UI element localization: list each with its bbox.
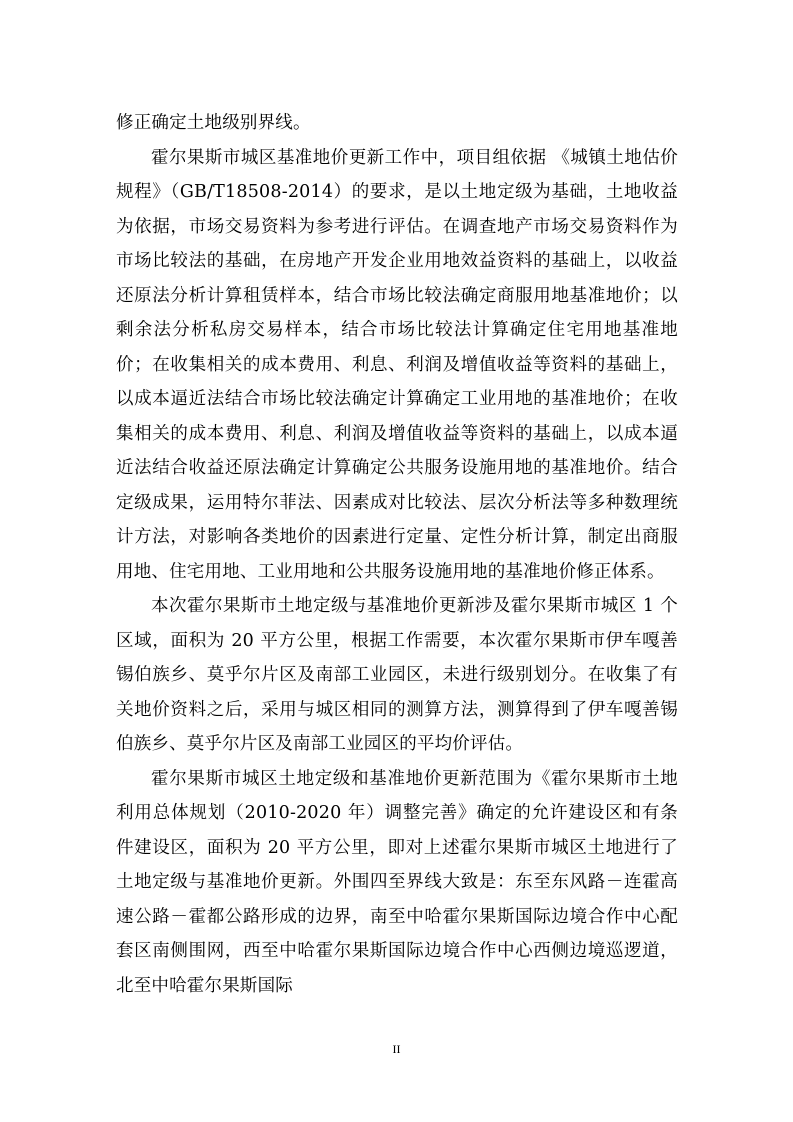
paragraph-boundary: 霍尔果斯市城区土地定级和基准地价更新范围为《霍尔果斯市土地利用总体规划（2010-2020 年）调整完善》确定的允许建设区和有条件建设区，面积为 20 平方公里，即对上述霍尔果斯市城区土地进行了土地定级与基准地价更新。外围四至界线大致是：东至东风路－连霍高速公路－霍都公路形成的边界，南至中哈霍尔果斯国际边境合作中心配套区南侧围网，西至中哈霍尔果斯国际边境合作中心西侧边境巡逻道，北至中哈霍尔果斯国际 [116,768,678,996]
body-text [116,106,678,1003]
paragraph-continuation: 修正确定土地级别界线。 [116,113,311,133]
paragraph-methodology: 霍尔果斯市城区基准地价更新工作中，项目组依据 《城镇土地估价规程》（GB/T18508-2014）的要求，是以土地定级为基础，土地收益为依据，市场交易资料为参考进行评估。在调查地产市场交易资料作为市场比较法的基础，在房地产开发企业用地效益资料的基础上，以收益还原法分析计算租赁样本，结合市场比较法确定商服用地基准地价；以剩余法分析私房交易样本，结合市场比较法计算确定住宅用地基准地价；在收集相关的成本费用、利息、利润及增值收益等资料的基础上，以成本逼近法结合市场比较法确定计算确定工业用地的基准地价；在收集相关的成本费用、利息、利润及增值收益等资料的基础上，以成本逼近法结合收益还原法确定计算确定公共服务设施用地的基准地价。结合定级成果，运用特尔菲法、因素成对比较法、层次分析法等多种数理统计方法，对影响各类地价的因素进行定量、定性分析计算，制定出商服用地、住宅用地、工业用地和公共服务设施用地的基准地价修正体系。 [116,147,678,582]
page-number: II [392,1042,401,1056]
paragraph-scope: 本次霍尔果斯市土地定级与基准地价更新涉及霍尔果斯市城区 1 个区域，面积为 20 平方公里，根据工作需要，本次霍尔果斯市伊车嘎善锡伯族乡、莫乎尔片区及南部工业园区，未进行级别划分。在收集了有关地价资料之后，采用与城区相同的测算方法，测算得到了伊车嘎善锡伯族乡、莫乎尔片区及南部工业园区的平均价评估。 [116,596,678,754]
